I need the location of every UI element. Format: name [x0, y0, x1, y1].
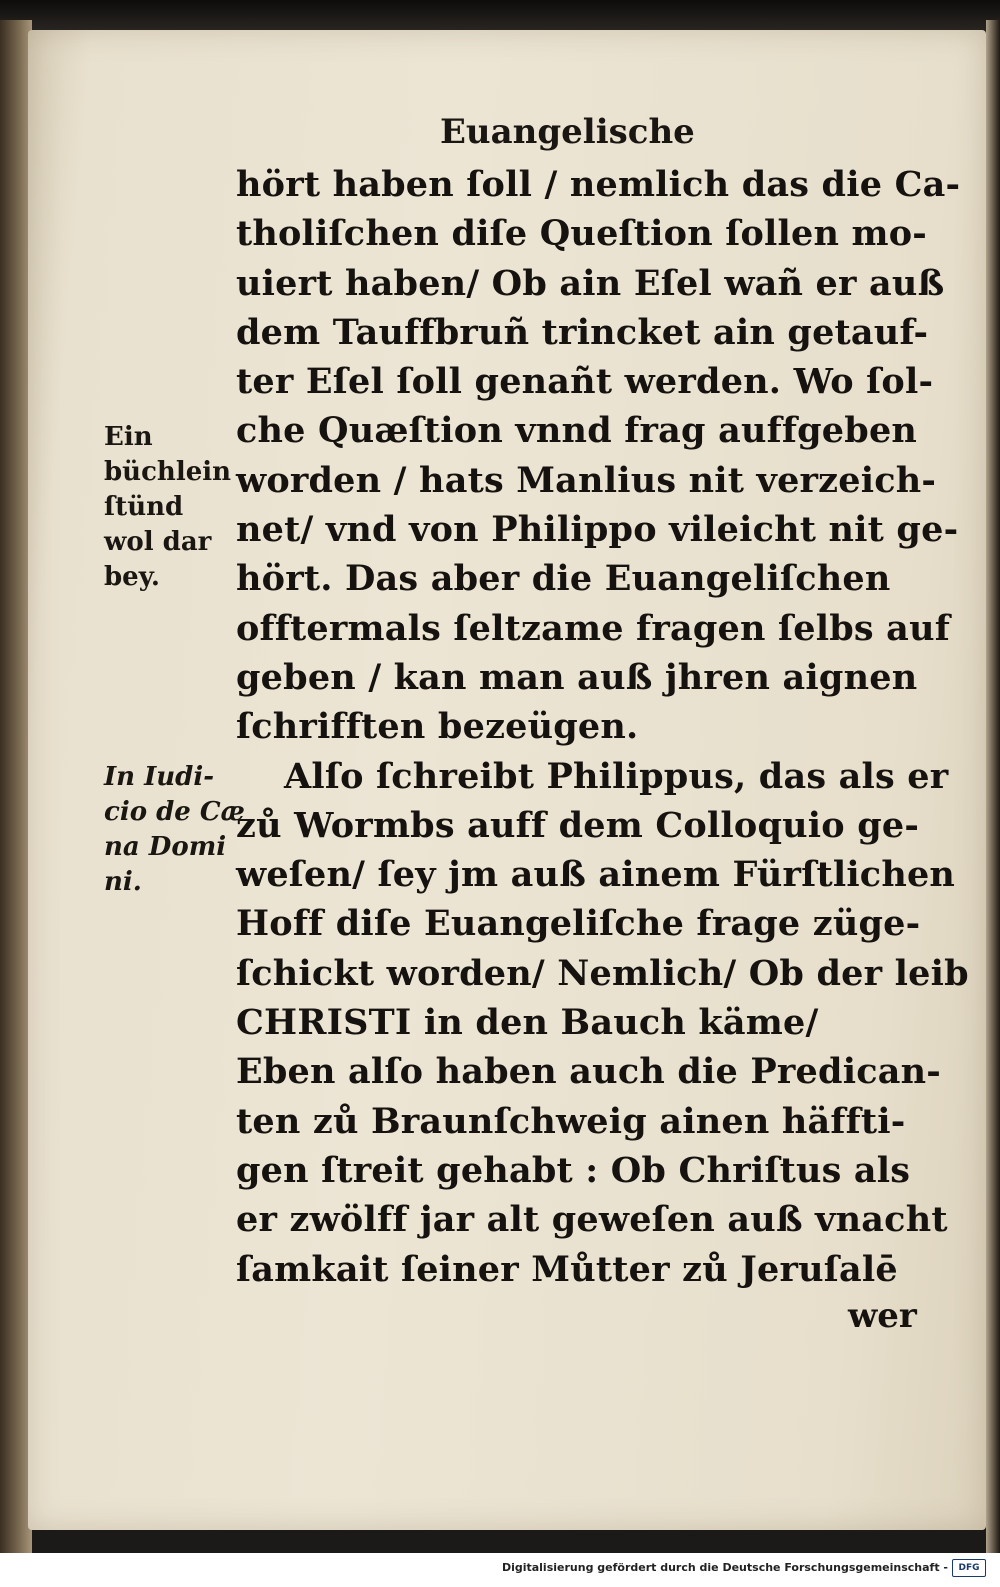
text-line: Eben alſo haben auch die Predican- — [236, 1051, 941, 1093]
footer-credit: Digitalisierung gefördert durch die Deutsche Forschungsgemeinschaft - — [501, 1561, 948, 1574]
margin-note-line: wol dar — [104, 527, 212, 557]
text-line: hört. Das aber die Euangeliſchen — [236, 558, 891, 600]
text-line: ter Eſel ſoll genañt werden. Wo ſol- — [236, 361, 934, 403]
text-line: CHRISTI in den Bauch käme/ — [236, 1002, 819, 1044]
running-head: Euangelische — [440, 112, 695, 152]
margin-note-line: na Domi — [104, 832, 227, 862]
text-line: worden / hats Manlius nit verzeich- — [236, 459, 937, 501]
book-top-edge — [0, 0, 1000, 32]
text-line: Alſo ſchreibt Philippus, das als er — [284, 755, 949, 797]
text-line: tholiſchen diſe Queſtion ſollen mo- — [236, 213, 928, 255]
text-line: net/ vnd von Philippo vileicht nit ge- — [236, 509, 959, 551]
catchword: wer — [848, 1296, 917, 1336]
text-line: weſen/ ſey jm auß ainem Fürſtlichen — [236, 854, 956, 896]
text-line: ſchrifften bezeügen. — [236, 706, 639, 748]
text-line: gen ſtreit gehabt : Ob Chriſtus als — [236, 1149, 911, 1191]
footer-bar — [0, 1553, 1000, 1587]
text-line: ſchickt worden/ Nemlich/ Ob der leib — [236, 952, 969, 994]
book-right-edge — [986, 20, 1000, 1555]
margin-note — [104, 420, 232, 595]
margin-note-line: ni. — [104, 867, 142, 897]
margin-note-line: In Iudi- — [104, 762, 215, 792]
text-line: zů Wormbs auff dem Colloquio ge- — [236, 804, 920, 846]
text-line: dem Tauffbruñ trincket ain getauf- — [236, 311, 929, 353]
text-line: offtermals ſeltzame fragen ſelbs auf — [236, 607, 950, 649]
text-line: Hoff diſe Euangeliſche frage züge- — [236, 903, 921, 945]
body-text — [236, 160, 969, 1294]
margin-note — [104, 760, 245, 900]
text-line: geben / kan man auß jhren aignen — [236, 656, 918, 698]
margin-note-line: bey. — [104, 562, 160, 592]
text-line: hört haben ſoll / nemlich das die Ca- — [236, 164, 961, 205]
margin-note-line: ſtünd — [104, 492, 184, 522]
text-line: uiert haben/ Ob ain Eſel wañ er auß — [236, 262, 945, 304]
margin-note-line: büchlein — [104, 457, 232, 487]
text-line: er zwölff jar alt geweſen auß vnacht — [236, 1199, 948, 1241]
text-line: che Quæſtion vnnd frag auffgeben — [236, 410, 918, 452]
text-line: ſamkait ſeiner Můtter zů Jeruſalē — [236, 1248, 898, 1290]
margin-note-line: cio de Cæ — [104, 797, 245, 827]
margin-note-line: Ein — [104, 422, 153, 452]
dfg-logo-icon: DFG — [952, 1559, 986, 1577]
text-line: ten zů Braunſchweig ainen häffti- — [236, 1100, 906, 1142]
